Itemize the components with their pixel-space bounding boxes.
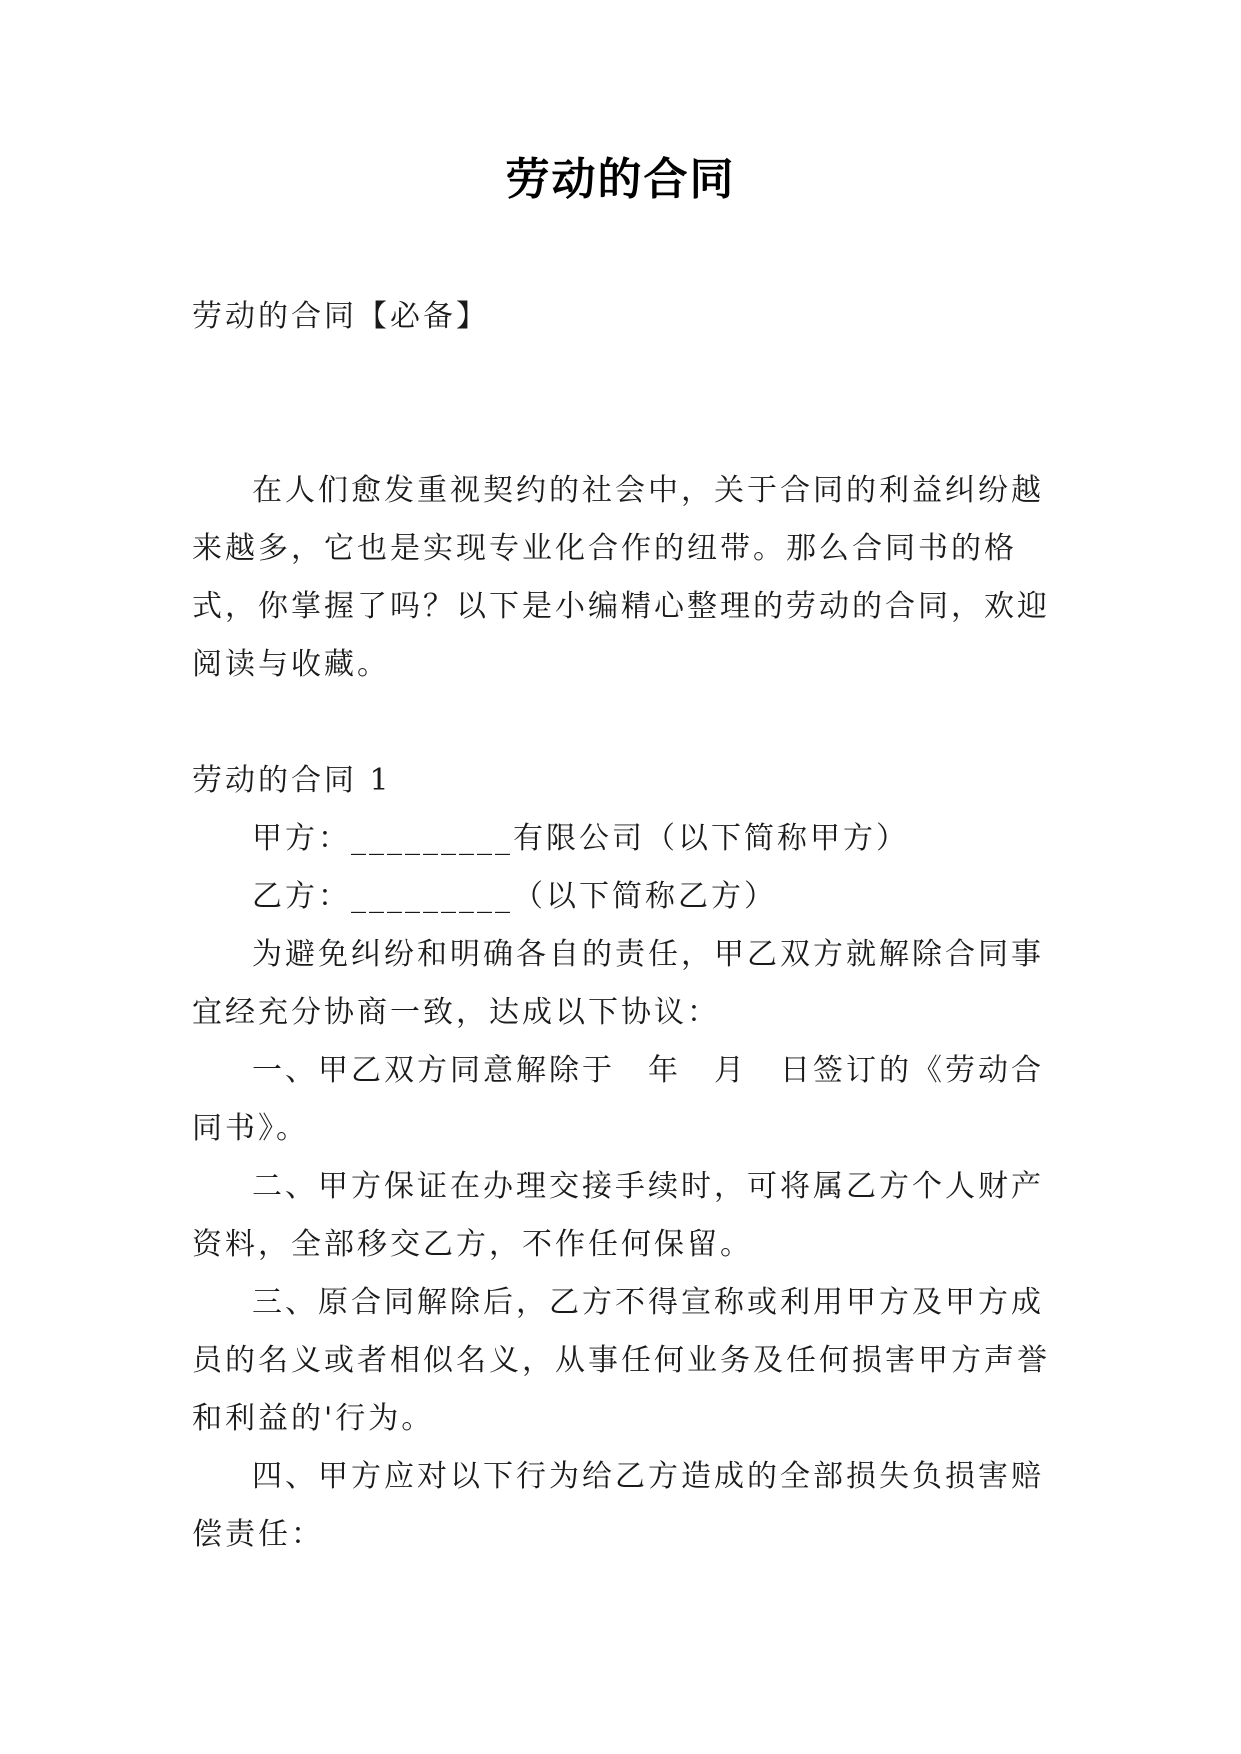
document-subtitle: 劳动的合同【必备】 xyxy=(192,299,489,334)
document-title: 劳动的合同 xyxy=(505,154,736,205)
clause-2: 二、甲方保证在办理交接手续时，可将属乙方个人财产资料，全部移交乙方，不作任何保留。 xyxy=(192,1169,1044,1262)
clause-1: 一、甲乙双方同意解除于 年 月 日签订的《劳动合同书》。 xyxy=(192,1053,1044,1146)
party-b-line: 乙方：_________（以下简称乙方） xyxy=(252,879,777,914)
preamble-paragraph: 为避免纠纷和明确各自的责任，甲乙双方就解除合同事宜经充分协商一致，达成以下协议： xyxy=(192,937,1044,1030)
intro-paragraph: 在人们愈发重视契约的社会中，关于合同的利益纠纷越来越多，它也是实现专业化合作的纽带。那么合同书的格式，你掌握了吗？以下是小编精心整理的劳动的合同，欢迎阅读与收藏。 xyxy=(192,473,1050,682)
party-a-line: 甲方：_________有限公司（以下简称甲方） xyxy=(252,821,909,856)
clause-4: 四、甲方应对以下行为给乙方造成的全部损失负损害赔偿责任： xyxy=(192,1459,1044,1552)
section-heading: 劳动的合同 1 xyxy=(192,763,392,798)
document-body xyxy=(192,288,1050,1564)
clause-3: 三、原合同解除后，乙方不得宣称或利用甲方及甲方成员的名义或者相似名义，从事任何业务及任何损害甲方声誉和利益的'行为。 xyxy=(192,1285,1050,1436)
